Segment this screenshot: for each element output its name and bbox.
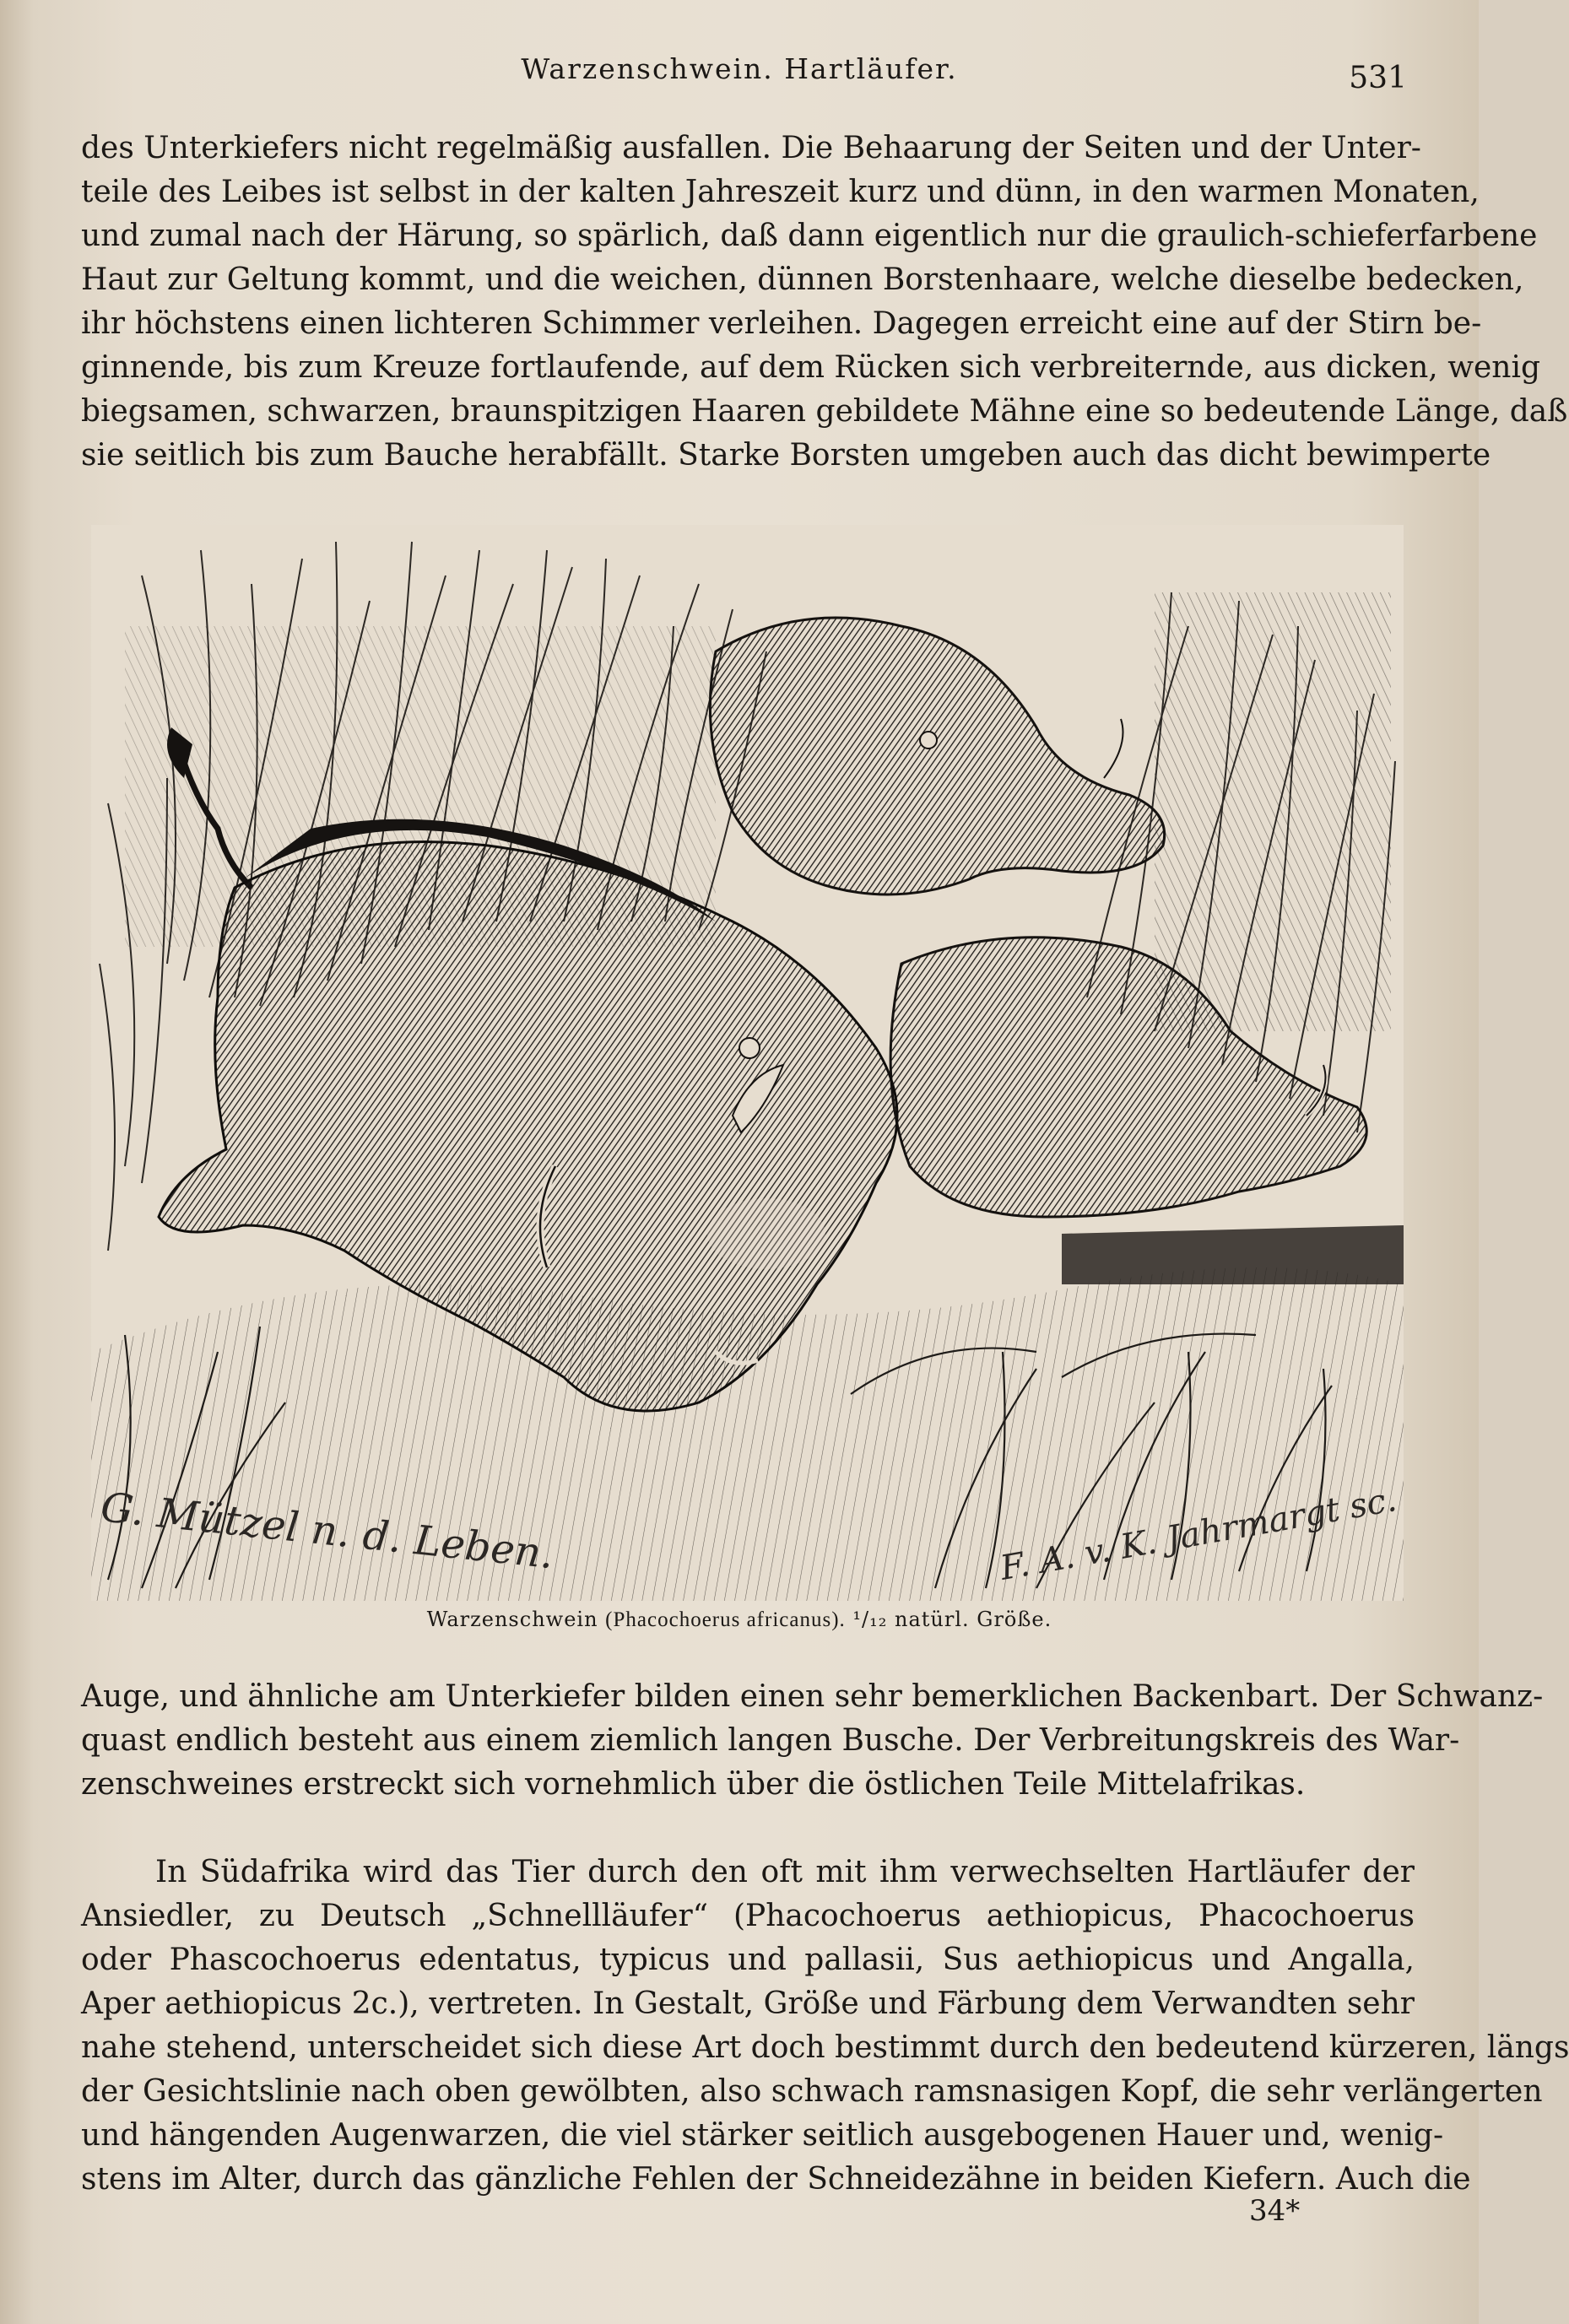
artist-signature: G. Mützel n. d. Leben. bbox=[98, 1484, 556, 1579]
figure-caption bbox=[0, 1608, 1479, 1632]
warthog-engraving bbox=[91, 525, 1404, 1601]
caption-latin-name: (Phacochoerus africanus). bbox=[605, 1608, 846, 1631]
text-line: ihr höchstens einen lichteren Schimmer verleihen. Dagegen erreicht eine auf der Stirn be- bbox=[81, 306, 1482, 341]
caption-prefix: Warzenschwein bbox=[426, 1608, 598, 1631]
text-line: sie seitlich bis zum Bauche herabfällt. Starke Borsten umgeben auch das dicht bewimperte bbox=[81, 438, 1491, 473]
text-line: des Unterkiefers nicht regelmäßig ausfallen. Die Behaarung der Seiten und der Unter- bbox=[81, 131, 1421, 165]
text-line: biegsamen, schwarzen, braunspitzigen Haaren gebildete Mähne eine so bedeutende Länge, daß bbox=[81, 394, 1568, 429]
text-line: nahe stehend, unterscheidet sich diese Art doch bestimmt durch den bedeutend kürzeren, längs bbox=[81, 2030, 1569, 2065]
text-line: quast endlich besteht aus einem ziemlich langen Busche. Der Verbreitungskreis des War- bbox=[81, 1723, 1460, 1758]
text-line: und hängenden Augenwarzen, die viel stärker seitlich ausgebogenen Hauer und, wenig- bbox=[81, 2118, 1444, 2153]
running-head: Warzenschwein. Hartläufer. bbox=[521, 52, 958, 85]
text-line: oder Phascochoerus edentatus, typicus und pallasii, Sus aethiopicus und Angalla, bbox=[81, 1943, 1415, 1977]
text-line: ginnende, bis zum Kreuze fortlaufende, auf dem Rücken sich verbreiternde, aus dicken, wenig bbox=[81, 350, 1541, 385]
bottom-paragraph bbox=[81, 1851, 1569, 2202]
text-line: teile des Leibes ist selbst in der kalten Jahreszeit kurz und dünn, in den warmen Monaten, bbox=[81, 175, 1480, 209]
text-line: Ansiedler, zu Deutsch „Schnellläufer“ (Phacochoerus aethiopicus, Phacochoerus bbox=[81, 1899, 1415, 1933]
engraver-signature: F. A. v. K. Jahrmargt sc. bbox=[997, 1479, 1400, 1588]
text-line: Auge, und ähnliche am Unterkiefer bilden einen sehr bemerklichen Backenbart. Der Schwanz- bbox=[81, 1679, 1544, 1714]
text-line: zenschweines erstreckt sich vornehmlich über die östlichen Teile Mittelafrikas. bbox=[81, 1767, 1306, 1802]
engraving-illustration bbox=[91, 525, 1404, 1601]
text-line: stens im Alter, durch das gänzliche Fehlen der Schneidezähne in beiden Kiefern. Auch die bbox=[81, 2162, 1471, 2197]
text-line: In Südafrika wird das Tier durch den oft mit ihm verwechselten Hartläufer der bbox=[155, 1855, 1415, 1889]
text-line: Aper aethiopicus 2c.), vertreten. In Gestalt, Größe und Färbung dem Verwandten sehr bbox=[81, 1986, 1415, 2021]
caption-scale: ¹/₁₂ natürl. Größe. bbox=[852, 1608, 1052, 1631]
text-line: und zumal nach der Härung, so spärlich, daß dann eigentlich nur die graulich-schieferfarbene bbox=[81, 219, 1538, 253]
page-number: 531 bbox=[1349, 61, 1407, 95]
top-paragraph bbox=[81, 127, 1568, 478]
text-line: der Gesichtslinie nach oben gewölbten, also schwach ramsnasigen Kopf, die sehr verlängerten bbox=[81, 2074, 1543, 2109]
middle-paragraph bbox=[81, 1675, 1544, 1807]
text-line: Haut zur Geltung kommt, und die weichen, dünnen Borstenhaare, welche dieselbe bedecken, bbox=[81, 262, 1524, 297]
printer-signature-mark: 34* bbox=[1249, 2194, 1301, 2228]
